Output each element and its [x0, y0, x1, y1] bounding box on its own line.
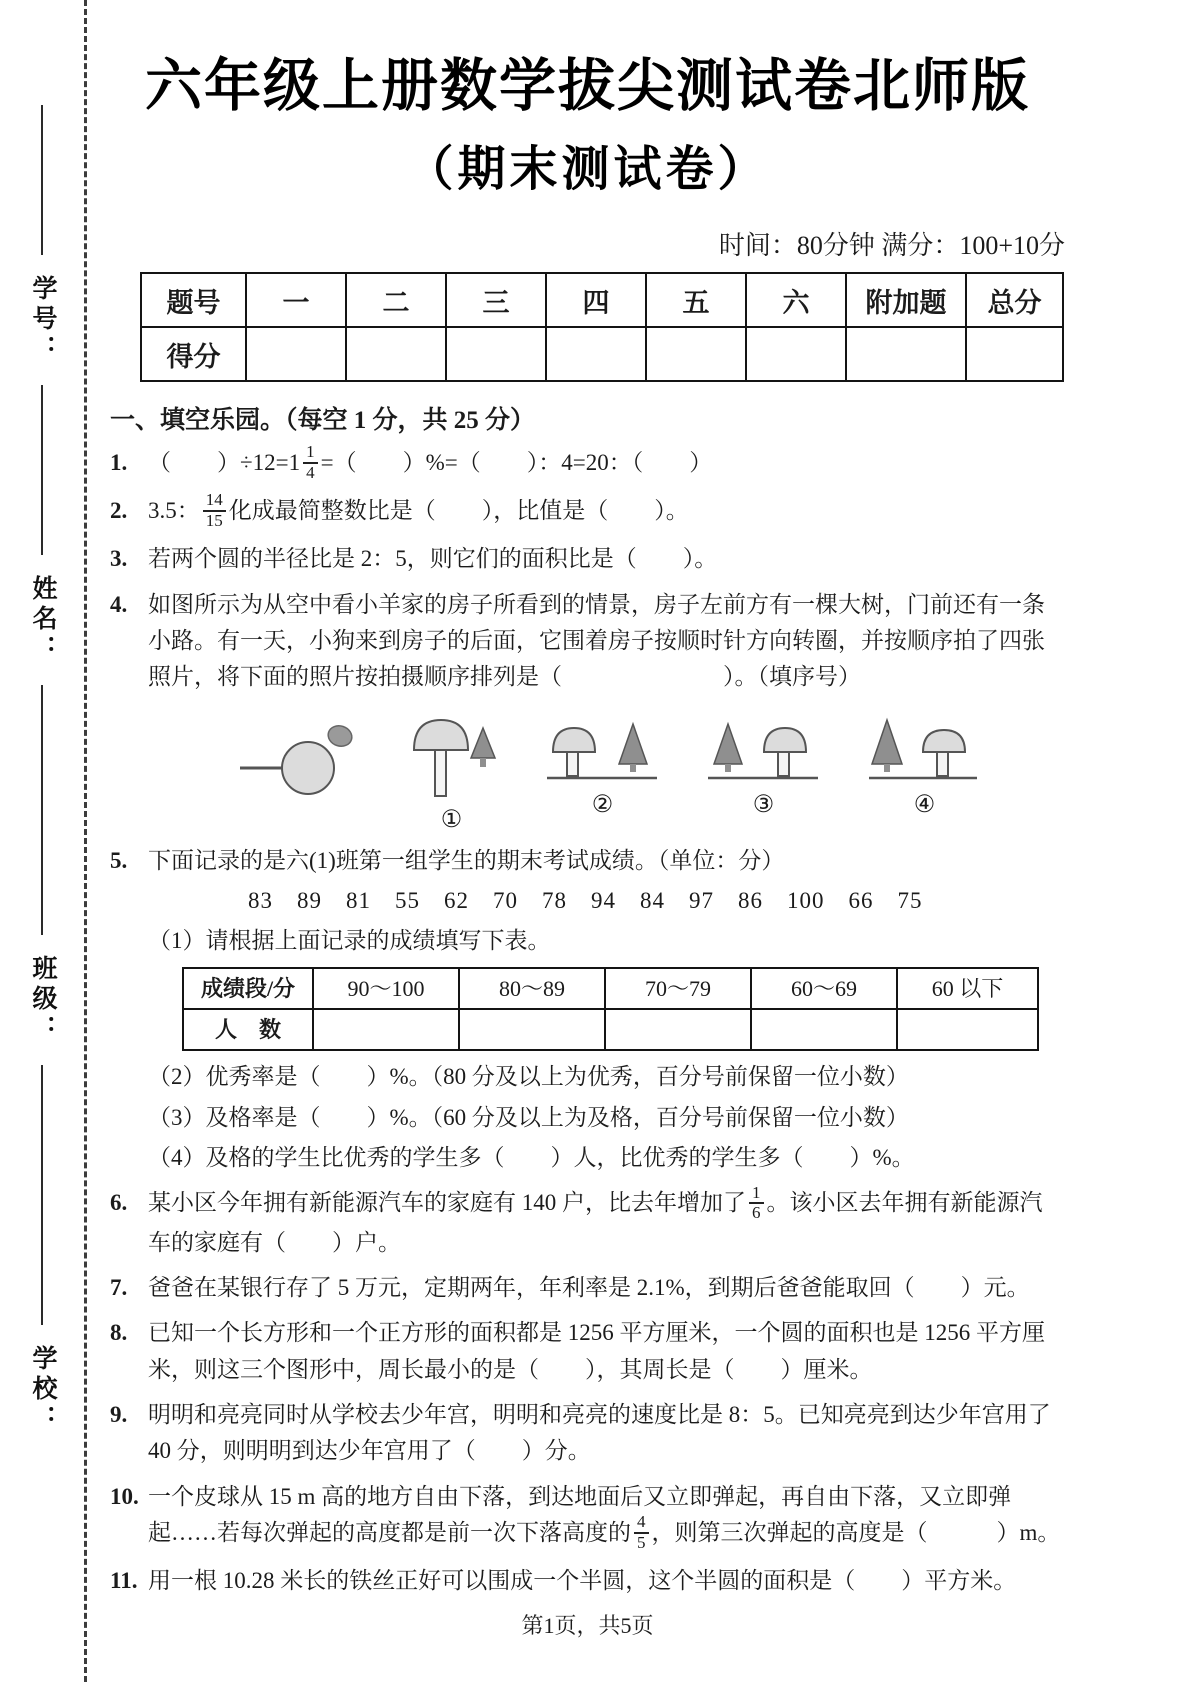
exam-content	[110, 0, 1065, 1599]
question-7-number: 7.	[110, 1274, 128, 1300]
question-4-figure-row	[238, 708, 1065, 834]
question-9-number: 9.	[110, 1401, 128, 1427]
school-label: 学校：	[29, 1345, 56, 1435]
score-header-cell: 四	[546, 273, 646, 327]
question-10	[110, 1479, 1065, 1554]
question-2	[110, 490, 1065, 532]
grade-header-cell: 80～89	[459, 968, 605, 1009]
question-9-text: 明明和亮亮同时从学校去少年宫，明明和亮亮的速度比是 8：5。已知亮亮到达少年宫用了 40 分，则明明到达少年宫用了（ ）分。	[148, 1401, 1051, 1464]
question-5-sub-4: （4）及格的学生比优秀的学生多（ ）人，比优秀的学生多（ ）%。	[148, 1145, 915, 1171]
score-header-cell: 五	[646, 273, 746, 327]
photo-4-figure	[867, 708, 982, 819]
grade-distribution-table	[182, 967, 1039, 1051]
question-5-sub-2: （2）优秀率是（ ）%。（80 分及以上为优秀，百分号前保留一位小数）	[148, 1064, 909, 1090]
photo-2-figure	[545, 708, 660, 819]
score-empty-cell	[646, 327, 746, 381]
question-5-sub-3: （3）及格率是（ ）%。（60 分及以上为及格，百分号前保留一位小数）	[148, 1104, 909, 1130]
question-1-post: =（ ）%=（ ）：4=20：（ ）	[320, 450, 713, 475]
page-footer: 第1页，共5页	[521, 1613, 654, 1638]
photo-2-label: ②	[591, 791, 614, 818]
question-1	[110, 442, 1065, 484]
fraction-denominator: 4	[306, 462, 315, 482]
question-5-text	[148, 843, 1065, 1177]
question-10-text	[148, 1479, 1065, 1554]
question-5-number: 5.	[110, 847, 128, 873]
score-header-cell: 六	[746, 273, 846, 327]
grade-header-cell: 成绩段/分	[183, 968, 313, 1009]
question-11-text: 用一根 10.28 米长的铁丝正好可以围成一个半圆，这个半圆的面积是（ ）平方米。	[148, 1567, 1017, 1593]
grade-empty-cell	[605, 1009, 751, 1050]
fraction-denominator: 6	[752, 1203, 761, 1223]
question-10-post: ，则第三次弹起的高度是（ ）m。	[651, 1519, 1061, 1545]
question-1-text	[148, 442, 1065, 484]
question-6	[110, 1182, 1065, 1260]
score-empty-cell	[966, 327, 1063, 381]
fraction-1-4	[303, 443, 318, 482]
class-blank-line	[41, 685, 43, 935]
question-2-post: 化成最简整数比是（ ），比值是（ ）。	[228, 498, 689, 524]
question-5-sub-1: （1）请根据上面记录的成绩填写下表。	[148, 928, 551, 954]
photo-1-figure	[404, 708, 499, 834]
aerial-view-figure	[238, 716, 358, 801]
grade-empty-cell	[313, 1009, 459, 1050]
fraction-denominator: 15	[205, 510, 223, 530]
fraction-numerator: 4	[634, 1513, 649, 1533]
photo-4-drawing	[867, 708, 982, 788]
question-7-text: 爸爸在某银行存了 5 万元，定期两年，年利率是 2.1%，到期后爸爸能取回（ ）元。	[148, 1274, 1030, 1300]
grade-header-cell: 60 以下	[897, 968, 1038, 1009]
question-3-number: 3.	[110, 546, 128, 572]
grade-row-label: 人 数	[183, 1009, 313, 1050]
left-margin-strip	[0, 0, 84, 1682]
score-header-cell: 总分	[966, 273, 1063, 327]
fraction-numerator: 1	[303, 443, 318, 463]
question-5-intro: 下面记录的是六(1)班第一组学生的期末考试成绩。（单位：分）	[148, 847, 785, 873]
question-10-pre: 一个皮球从 15 m 高的地方自由下落，到达地面后又立即弹起，再自由下落，又立即弹起……若每次弹起的高度都是前一次下落高度的	[148, 1483, 1012, 1545]
perforation-dashed-line	[84, 0, 87, 1682]
photo-3-figure	[706, 708, 821, 819]
grade-empty-cell	[751, 1009, 897, 1050]
question-8-number: 8.	[110, 1320, 128, 1346]
question-5-scores: 83 89 81 55 62 70 78 94 84 97 86 100 66 75	[248, 887, 923, 913]
question-6-pre: 某小区今年拥有新能源汽车的家庭有 140 户，比去年增加了	[148, 1190, 746, 1216]
section-1-heading: 一、填空乐园。（每空 1 分，共 25 分）	[110, 407, 536, 434]
exam-meta: 时间：80分钟 满分：100+10分	[718, 231, 1065, 260]
question-9	[110, 1397, 1065, 1470]
grade-table-count-row	[183, 1009, 1038, 1050]
score-empty-cell	[846, 327, 966, 381]
photo-1-label: ①	[440, 806, 463, 833]
score-empty-cell	[246, 327, 346, 381]
question-2-pre: 3.5：	[148, 498, 200, 524]
score-empty-cell	[546, 327, 646, 381]
student-id-blank-line	[41, 105, 43, 255]
score-table-score-row	[141, 327, 1063, 381]
score-empty-cell	[446, 327, 546, 381]
question-6-number: 6.	[110, 1190, 128, 1216]
question-8	[110, 1315, 1065, 1388]
question-8-text: 已知一个长方形和一个正方形的面积都是 1256 平方厘米，一个圆的面积也是 1256 平方厘米，则这三个图形中，周长最小的是（ ），其周长是（ ）厘米。	[148, 1320, 1045, 1382]
question-5	[110, 843, 1065, 1177]
score-empty-cell	[746, 327, 846, 381]
score-summary-table	[140, 272, 1064, 382]
score-header-cell: 附加题	[846, 273, 966, 327]
grade-header-cell: 90～100	[313, 968, 459, 1009]
fraction-4-5	[634, 1513, 649, 1552]
question-1-pre: （ ）÷12=1	[148, 450, 301, 475]
fraction-denominator: 5	[637, 1532, 646, 1552]
name-blank-line	[41, 385, 43, 555]
question-10-number: 10.	[110, 1483, 139, 1509]
photo-3-drawing	[706, 708, 821, 788]
grade-table-header-row	[183, 968, 1038, 1009]
question-6-text	[148, 1182, 1065, 1260]
question-3	[110, 541, 1065, 577]
name-label: 姓名：	[29, 575, 56, 665]
score-row-label: 得分	[141, 327, 246, 381]
fraction-14-15	[203, 491, 226, 530]
question-11-number: 11.	[110, 1567, 138, 1593]
question-1-number: 1.	[110, 450, 128, 475]
question-7	[110, 1270, 1065, 1306]
page-subtitle: （期末测试卷）	[405, 143, 770, 196]
question-4-number: 4.	[110, 591, 128, 617]
photo-4-label: ④	[913, 791, 936, 818]
page-title: 六年级上册数学拔尖测试卷北师版	[145, 55, 1030, 118]
photo-1-drawing	[404, 708, 499, 803]
score-header-cell: 三	[446, 273, 546, 327]
fraction-numerator: 1	[749, 1184, 764, 1204]
class-label: 班级：	[29, 955, 56, 1045]
photo-3-label: ③	[752, 791, 775, 818]
question-2-number: 2.	[110, 498, 128, 524]
grade-header-cell: 70～79	[605, 968, 751, 1009]
question-6-post: 。该小区去年拥有新能源汽车的家庭有（ ）户。	[148, 1190, 1043, 1255]
student-id-label: 学号：	[29, 275, 56, 365]
score-empty-cell	[346, 327, 446, 381]
grade-empty-cell	[897, 1009, 1038, 1050]
fraction-1-6	[749, 1184, 764, 1223]
grade-empty-cell	[459, 1009, 605, 1050]
school-blank-line	[41, 1065, 43, 1325]
question-2-text	[148, 490, 1065, 532]
fraction-numerator: 14	[203, 491, 226, 511]
score-table-header-row	[141, 273, 1063, 327]
score-header-cell: 一	[246, 273, 346, 327]
question-11	[110, 1563, 1065, 1599]
score-header-cell: 二	[346, 273, 446, 327]
grade-header-cell: 60～69	[751, 968, 897, 1009]
score-header-cell: 题号	[141, 273, 246, 327]
aerial-view-drawing	[238, 716, 358, 801]
question-4	[110, 587, 1065, 696]
question-3-text: 若两个圆的半径比是 2：5，则它们的面积比是（ ）。	[148, 546, 718, 572]
photo-2-drawing	[545, 708, 660, 788]
question-4-text: 如图所示为从空中看小羊家的房子所看到的情景，房子左前方有一棵大树，门前还有一条小路。有一天，小狗来到房子的后面，它围着房子按顺时针方向转圈，并按顺序拍了四张照片，将下面的照片按拍摄顺序排列是（ ）。（填序号）	[148, 591, 1045, 690]
